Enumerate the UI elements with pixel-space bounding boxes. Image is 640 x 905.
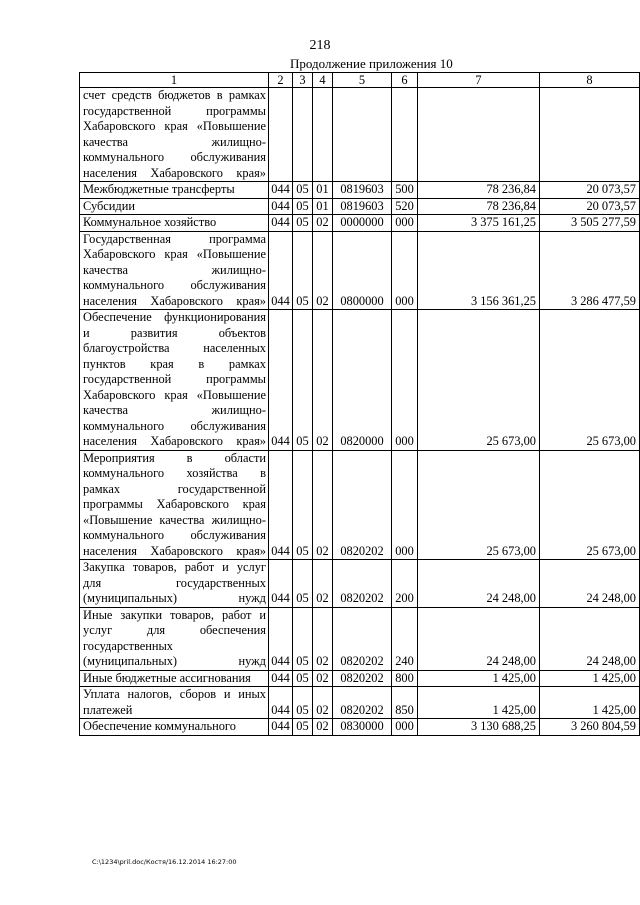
table-row	[80, 687, 640, 719]
expense-type-cell: 800	[392, 670, 418, 687]
target-article-cell: 0820000	[333, 310, 392, 451]
amount-2015-cell: 3 156 361,25	[418, 231, 540, 310]
amount-2015-cell: 3 375 161,25	[418, 215, 540, 232]
subsection-cell: 02	[313, 310, 333, 451]
target-article-cell: 0820202	[333, 687, 392, 719]
item-name-cell: Мероприятия в области коммунального хозяйства в рамках государственной программы Хабаровского края «Повышение качества жилищно-коммунального обслуживания населения Хабаровского края»	[80, 450, 269, 560]
expense-type-cell: 500	[392, 182, 418, 199]
target-article-cell: 0819603	[333, 182, 392, 199]
target-article-cell: 0820202	[333, 670, 392, 687]
header-row	[80, 73, 640, 88]
column-header: 3	[293, 73, 313, 88]
expense-type-cell	[392, 88, 418, 182]
expense-type-cell: 000	[392, 231, 418, 310]
subsection-cell: 02	[313, 450, 333, 560]
page-number: 218	[309, 38, 331, 53]
table-row	[80, 215, 640, 232]
amount-2015-cell: 78 236,84	[418, 182, 540, 199]
expense-type-cell: 240	[392, 607, 418, 670]
account-code-cell: 044	[269, 450, 293, 560]
item-name-cell: Межбюджетные трансферты	[80, 182, 269, 199]
amount-2015-cell: 25 673,00	[418, 450, 540, 560]
section-cell: 05	[293, 560, 313, 608]
amount-2016-cell: 3 286 477,59	[540, 231, 640, 310]
account-code-cell: 044	[269, 560, 293, 608]
amount-2016-cell: 1 425,00	[540, 687, 640, 719]
continuation-title: Продолжение приложения 10	[290, 56, 453, 71]
column-header: 5	[333, 73, 392, 88]
table-row	[80, 560, 640, 608]
target-article-cell: 0820202	[333, 450, 392, 560]
account-code-cell: 044	[269, 687, 293, 719]
amount-2015-cell: 78 236,84	[418, 198, 540, 215]
column-header: 1	[80, 73, 269, 88]
table-row	[80, 231, 640, 310]
table-row	[80, 607, 640, 670]
amount-2015-cell: 24 248,00	[418, 607, 540, 670]
item-name-cell: Государственная программа Хабаровского края «Повышение качества жилищно-коммунального обслуживания населения Хабаровского края»	[80, 231, 269, 310]
subsection-cell	[313, 88, 333, 182]
section-cell: 05	[293, 607, 313, 670]
item-name-cell: Обеспечение коммунального	[80, 719, 269, 736]
target-article-cell: 0820202	[333, 560, 392, 608]
table-row	[80, 182, 640, 199]
expense-type-cell: 200	[392, 560, 418, 608]
target-article-cell: 0800000	[333, 231, 392, 310]
column-header: 4	[313, 73, 333, 88]
section-cell: 05	[293, 310, 313, 451]
account-code-cell: 044	[269, 182, 293, 199]
subsection-cell: 02	[313, 607, 333, 670]
table-row	[80, 198, 640, 215]
section-cell	[293, 88, 313, 182]
table-row	[80, 719, 640, 736]
section-cell: 05	[293, 687, 313, 719]
account-code-cell: 044	[269, 231, 293, 310]
item-name-cell: Субсидии	[80, 198, 269, 215]
amount-2016-cell: 1 425,00	[540, 670, 640, 687]
table-row	[80, 450, 640, 560]
account-code-cell	[269, 88, 293, 182]
subsection-cell: 01	[313, 182, 333, 199]
subsection-cell: 02	[313, 231, 333, 310]
amount-2015-cell: 1 425,00	[418, 670, 540, 687]
amount-2015-cell: 1 425,00	[418, 687, 540, 719]
amount-2016-cell: 25 673,00	[540, 450, 640, 560]
subsection-cell: 01	[313, 198, 333, 215]
section-cell: 05	[293, 231, 313, 310]
column-header: 8	[540, 73, 640, 88]
target-article-cell: 0000000	[333, 215, 392, 232]
target-article-cell: 0820202	[333, 607, 392, 670]
item-name-cell: Иные закупки товаров, работ и услуг для обеспечения государственных (муниципальных) нужд	[80, 607, 269, 670]
amount-2015-cell: 25 673,00	[418, 310, 540, 451]
section-cell: 05	[293, 719, 313, 736]
amount-2016-cell: 24 248,00	[540, 607, 640, 670]
expense-type-cell: 000	[392, 310, 418, 451]
item-name-cell: Уплата налогов, сборов и иных платежей	[80, 687, 269, 719]
target-article-cell	[333, 88, 392, 182]
column-header: 6	[392, 73, 418, 88]
item-name-cell: Иные бюджетные ассигнования	[80, 670, 269, 687]
table-row	[80, 310, 640, 451]
amount-2015-cell: 24 248,00	[418, 560, 540, 608]
section-cell: 05	[293, 182, 313, 199]
table-row	[80, 88, 640, 182]
amount-2016-cell: 20 073,57	[540, 182, 640, 199]
amount-2016-cell: 20 073,57	[540, 198, 640, 215]
document-footer: C:\1234\pril.doc/Костя/16.12.2014 16:27:00	[92, 858, 237, 866]
column-header: 2	[269, 73, 293, 88]
account-code-cell: 044	[269, 310, 293, 451]
account-code-cell: 044	[269, 719, 293, 736]
amount-2016-cell: 3 505 277,59	[540, 215, 640, 232]
expense-type-cell: 850	[392, 687, 418, 719]
section-cell: 05	[293, 670, 313, 687]
subsection-cell: 02	[313, 719, 333, 736]
target-article-cell: 0830000	[333, 719, 392, 736]
section-cell: 05	[293, 215, 313, 232]
amount-2015-cell: 3 130 688,25	[418, 719, 540, 736]
expense-type-cell: 520	[392, 198, 418, 215]
subsection-cell: 02	[313, 670, 333, 687]
target-article-cell: 0819603	[333, 198, 392, 215]
subsection-cell: 02	[313, 687, 333, 719]
subsection-cell: 02	[313, 215, 333, 232]
subsection-cell: 02	[313, 560, 333, 608]
amount-2016-cell: 3 260 804,59	[540, 719, 640, 736]
expense-type-cell: 000	[392, 719, 418, 736]
item-name-cell: счет средств бюджетов в рамках государственной программы Хабаровского края «Повышение качества жилищно-коммунального обслуживания населения Хабаровского края»	[80, 88, 269, 182]
section-cell: 05	[293, 198, 313, 215]
expense-type-cell: 000	[392, 450, 418, 560]
column-header: 7	[418, 73, 540, 88]
amount-2016-cell	[540, 88, 640, 182]
amount-2015-cell	[418, 88, 540, 182]
item-name-cell: Коммунальное хозяйство	[80, 215, 269, 232]
item-name-cell: Закупка товаров, работ и услуг для государственных (муниципальных) нужд	[80, 560, 269, 608]
account-code-cell: 044	[269, 670, 293, 687]
account-code-cell: 044	[269, 607, 293, 670]
account-code-cell: 044	[269, 198, 293, 215]
amount-2016-cell: 24 248,00	[540, 560, 640, 608]
section-cell: 05	[293, 450, 313, 560]
budget-table	[79, 72, 640, 736]
amount-2016-cell: 25 673,00	[540, 310, 640, 451]
table-row	[80, 670, 640, 687]
account-code-cell: 044	[269, 215, 293, 232]
item-name-cell: Обеспечение функционирования и развития объектов благоустройства населенных пунктов края в рамках государственной программы Хабаровского края «Повышение качества жилищно-коммунального обслуживания населения Хабаровского края»	[80, 310, 269, 451]
expense-type-cell: 000	[392, 215, 418, 232]
